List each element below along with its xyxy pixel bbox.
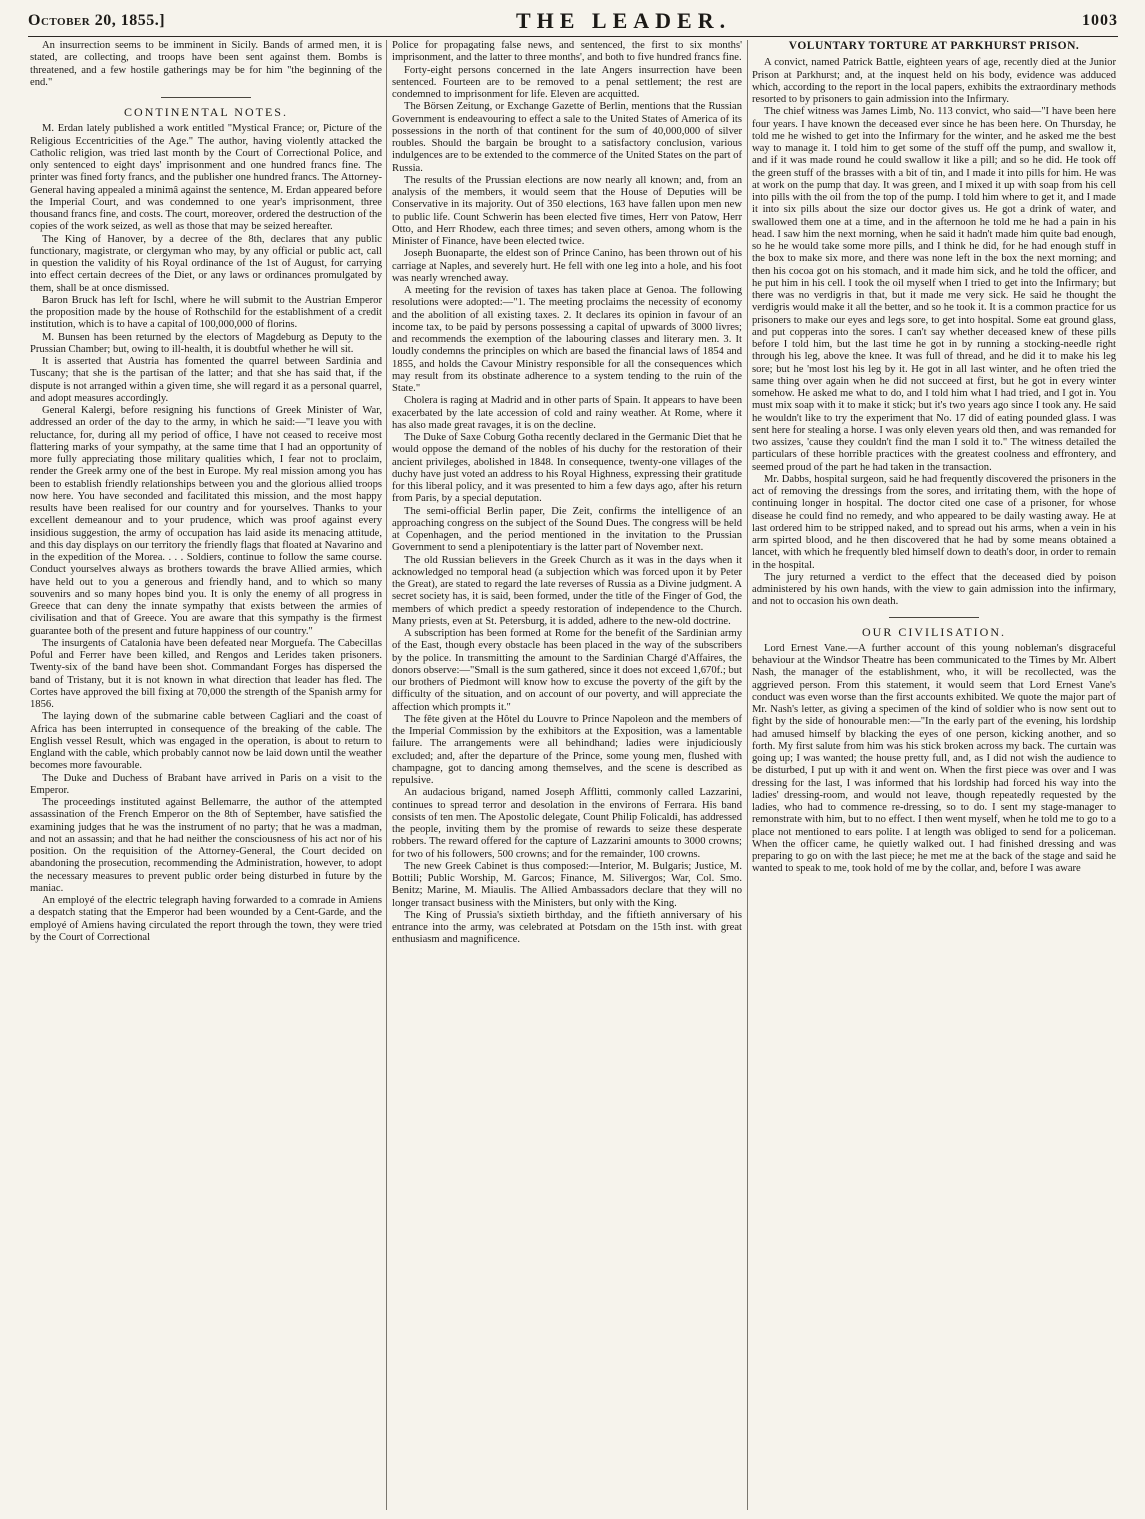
column-3 [752,40,1116,1510]
article-paragraph: Lord Ernest Vane.—A further account of this young nobleman's disgraceful behaviour at the Windsor Theatre has been communicated to the Times by Mr. Albert Nash, the manager of the establishment, who, it will be recollected, was the aggrieved person. From this statement, it would seem that Lord Ernest Vane's conduct was even worse than the first accounts exhibited. We quote the major part of Mr. Nash's letter, as giving a specimen of the kind of soldier who is now sent out to fight by the side of honourable men:—"In the early part of the evening, his lordship had amused himself by blacking the eyes of one person, kicking another, and so forth. My first salute from him was his stick broken across my back. The curtain was going up; I was wanted; the house pretty full, and, as I did not wish the audience to be disturbed, I put up with it and went on. When the first piece was over and I was dressing for the last, I was informed that his lordship had forced his way into the ladies' dressing-room, and would not leave, though repeatedly requested by the ladies, who had to commence re-dressing, so to do. I sent my stage-manager to remonstrate with him, but to no effect. I then went myself, when he told me to go to a place not mentioned to ears polite. I at length was obliged to send for a policeman. When the officer came, he quietly walked out. I had finished dressing and was preparing to go on with the last piece; he met me at the back of the stage and said he wanted to speak to me, took hold of me by the collar, and, before I was aware [752,642,1116,875]
article-paragraph: An audacious brigand, named Joseph Afflitti, commonly called Lazzarini, continues to spread terror and desolation in the environs of Ferrara. His band consists of ten men. The Apostolic delegate, Count Philip Folicaldi, has addressed the people, inviting them by the promise of rewards to seize these desperate robbers. The reward offered for the capture of Lazzarini amounts to 3000 crowns; for two of his followers, 500 crowns; and for the remainder, 100 crowns. [392,787,742,860]
article-paragraph: It is asserted that Austria has fomented the quarrel between Sardinia and Tuscany; that she is the partisan of the latter; and that she has said that, if the dispute is not arranged within a given time, she will regard it as a personal quarrel, and adopt measures accordingly. [30,356,382,404]
article-paragraph: The new Greek Cabinet is thus composed:—Interior, M. Bulgaris; Justice, M. Bottili; Public Worship, M. Garcos; Finance, M. Silivergos; War, Col. Smo. Benitz; Marine, M. Miaulis. The Allied Ambassadors declare that they will no longer transact business with the Ministers, but only with the King. [392,860,742,909]
section-rule [889,617,979,618]
article-paragraph: The jury returned a verdict to the effect that the deceased died by poison administered by his own hands, with the view to gain admission into the infirmary, and not to occasion his own death. [752,571,1116,608]
article-paragraph: The King of Prussia's sixtieth birthday, and the fiftieth anniversary of his entrance into the army, was celebrated at Potsdam on the 15th inst. with great enthusiasm and magnificence. [392,909,742,946]
article-paragraph: Cholera is raging at Madrid and in other parts of Spain. It appears to have been exacerbated by the late accession of cold and rainy weather. At Rome, where it has also made great ravages, it is on the decline. [392,395,742,431]
column-2 [392,40,742,1510]
section-heading-parkhurst: VOLUNTARY TORTURE AT PARKHURST PRISON. [788,40,1080,52]
sicily-paragraph: An insurrection seems to be imminent in Sicily. Bands of armed men, it is stated, are collecting, and troops have been sent against them. Bombs is threatened, and a few hostile gatherings may be for him "the beginning of the end." [30,40,382,88]
article-paragraph: Mr. Dabbs, hospital surgeon, said he had frequently discovered the prisoners in the act of removing the dressings from the sores, and irritating them, with the hope of continuing longer in hospital. The doctor cited one case of a prisoner, for whose disease he could find no remedy, and who appeared to be daily wasting away. He at last ordered him to be stripped naked, and to spread out his arms, when a vein in his arm spirted blood, and he then discovered that he had by some means obtained a lancet, with which he frequently bled himself down to death's door, in order to remain in the hospital. [752,473,1116,571]
article-paragraph: The semi-official Berlin paper, Die Zeit, confirms the intelligence of an approaching congress on the subject of the Sound Dues. The congress will be held at Copenhagen, and the period mentioned in the invitation to the Prussian Government to send a plenipotentiary is the latter part of November next. [392,505,742,554]
article-paragraph: The King of Hanover, by a decree of the 8th, declares that any public functionary, magistrate, or clergyman who may, by any official or public act, call in question the validity of his Royal ordinance of the 1st of August, for carrying into effect certain decrees of the Diet, or any laws or ordinances promulgated by them, shall be at once dismissed. [30,233,382,294]
issue-date: October 20, 1855.] [28,12,166,29]
article-paragraph: M. Erdan lately published a work entitled "Mystical France; or, Picture of the Religious Eccentricities of the Age." The author, having violently attacked the Catholic religion, was tried last month by the Court of Correctional Police, and only sentenced to eight days' imprisonment and one hundred francs fine. The printer was fined forty francs, and the publisher one hundred francs. The Attorney-General having appealed a minimâ against the sentence, M. Erdan appeared before the Imperial Court, and was condemned to one year's imprisonment, three thousand francs fine, and costs. The court, moreover, ordered the destruction of the copies of the work seized, as well as those that may be seized hereafter. [30,123,382,233]
article-paragraph: The chief witness was James Limb, No. 113 convict, who said—"I have been here four years. I have known the deceased ever since he has been here. On Thursday, he told me he wished to get into the Infirmary for the winter, and he asked me the best way to manage it. I told him to get some of the stuff off the pump, and swallow it, and if it was made round he could swallow it like a pill; and so he did. He took off the green stuff of the brasses with a bit of tin, and I made it into pills for him. He was at work on the pump that day. It was green, and I mixed it up with soap from his cell into pills with the oil from the top of the pump. I told him where to get it, and I made it into six pills about the size our doctor gives us. He got a drink of water, and swallowed them one at a time, and in the afternoon he told me he had a pain in his head. I saw him the next morning, when he said it hadn't made him quite bad enough, so he he would take some more pills, and I think he did, for he had enough stuff in the box to make six more, and there was none left in the box the next morning; and then his cocoa got on his stomach, and it made him sick, and he told the officer, and he put him in his cell. I took the oil myself when I tried to get into the Infirmary; but there was no verdigris in that, but it made me very sick. He said he thought the verdigris would make it all the better, and so he took it. It is a common practice for us prisoners to make our eyes and legs sore, to get into hospital. Some eat ground glass, and put copperas into the sores. I can't say whether deceased knew of these pills before I told him, but the last time he got in by running a stocking-needle right through his leg, above the knee. It was full of thread, and he did it to make his leg sore; but he 'most lost his leg by it. He got in all last winter, and he often tried the same thing over again when he did not succeed at first, but he got in every winter somehow. He asked me what to do, and I told him what I had tried, and I got in. You must mix soap with it to make it stick; but it's two years ago since I took any. He said he wouldn't like to try the experiment that No. 17 did of eating pounded glass. I was sent here for stealing a horse. I was only eleven years old then, and was remanded for two assizes, 'cause they couldn't find the man I sold it to." The witness detailed the particulars of these horrible practices with the greatest coolness and effrontery, and seemed proud of the part he had taken in the transaction. [752,106,1116,473]
article-paragraph: The Duke of Saxe Coburg Gotha recently declared in the Germanic Diet that he would oppose the demand of the nobles of his duchy for the restoration of their ancient privileges, abolished in 1848. In consequence, twenty-one villages of the duchy have just voted an address to his Royal Highness, expressing their gratitude for this liberal policy, and it was presented to him a few days ago, after his return from Paris, by a special deputation. [392,432,742,505]
article-paragraph: Joseph Buonaparte, the eldest son of Prince Canino, has been thrown out of his carriage at Naples, and severely hurt. He fell with one leg into a hole, and his foot was nearly wrenched away. [392,248,742,284]
article-paragraph: The proceedings instituted against Bellemarre, the author of the attempted assassination of the French Emperor on the 8th of September, have satisfied the examining judges that he was the instrument of no party; that he was a madman, and not an assassin; and that he had neither the consciousness of his act nor of his position. On the requisition of the Attorney-General, the Court decided on abandoning the prosecution, recommending the Administration, however, to adopt the necessary measures to prevent public order being disturbed in future by the maniac. [30,797,382,894]
article-paragraph: A convict, named Patrick Battle, eighteen years of age, recently died at the Junior Prison at Parkhurst; and, at the inquest held on his body, evidence was adduced which, according to the report in the local papers, exhibits the extraordinary methods resorted to by prisoners to gain admission into the Infirmary. [752,57,1116,105]
page-header [28,8,1118,34]
article-paragraph: The insurgents of Catalonia have been defeated near Morguefa. The Cabecillas Poful and Ferrer have been killed, and Rengos and Lerides taken prisoners. Twenty-six of the band have been shot. Commandant Forges has dispersed the band of Tristany, but it is not known in what direction that leader has fled. The Cortes have approved the bill fixing at 70,000 the strength of the Spanish army for 1856. [30,637,382,710]
masthead-title: THE LEADER. [515,8,732,33]
article-paragraph: Police for propagating false news, and sentenced, the first to six months' imprisonment, and the latter to three months', and both to five hundred francs fine. [392,40,742,64]
article-paragraph: A meeting for the revision of taxes has taken place at Genoa. The following resolutions were adopted:—"1. The meeting proclaims the necessity of economy and the abolition of all existing taxes. 2. It declares its opinion in favour of an income tax, to be paid by persons possessing a capital of upwards of 3000 livres; and recommends the exemption of the labouring classes and literary men. 3. It loudly condemns the principles on which are based the financial laws of 1854 and 1855, and holds the Cavour Ministry responsible for all the consequences which may result from its obstinate adherence to a system tending to the ruin of the State." [392,285,742,394]
header-rule [28,36,1118,37]
article-paragraph: The Börsen Zeitung, or Exchange Gazette of Berlin, mentions that the Russian Government is endeavouring to effect a sale to the United States of America of its possessions in the north of that continent for the sum of 40,000,000 of silver roubles. Should the bargain be brought to a satisfactory conclusion, various indulgences are to be extended to the commerce of the United States on the part of Russia. [392,101,742,174]
article-paragraph: The results of the Prussian elections are now nearly all known; and, from an analysis of the members, it would seem that the House of Deputies will be Conservative in its majority. Out of 350 elections, 163 have fallen upon men new to public life. Count Schwerin has been elected five times, Herr von Patow, Herr Otto, and Herr Rhodew, each three times; and seven others, among whom is the Minister of Finance, have been elected twice. [392,174,742,247]
article-paragraph: The fête given at the Hôtel du Louvre to Prince Napoleon and the members of the Imperial Commission by the exhibitors at the Exposition, was a lamentable failure. The arrangements were all behindhand; ladies were injudiciously excluded; and, after the departure of the Prince, some young men, flushed with champagne, got to dancing among themselves, and the scene is described as repulsive. [392,713,742,786]
section-heading-our-civilisation: OUR CIVILISATION. [862,624,1006,639]
article-paragraph: Baron Bruck has left for Ischl, where he will submit to the Austrian Emperor the proposition made by the house of Rothschild for the establishment of a credit institution, which is to have a capital of 100,000,000 of florins. [30,294,382,331]
article-paragraph: The old Russian believers in the Greek Church as it was in the days when it acknowledged no temporal head (a subjection which was forced upon it by Peter the Great), are stated to regard the late reverses of Russia as a Divine judgment. A secret society has, it is said, been formed, under the title of the Finger of God, the members of which predict a speedy restoration of independence to the Church. Many priests, even at St. Petersburg, it is added, adhere to the new-old doctrine. [392,554,742,627]
article-paragraph: Forty-eight persons concerned in the late Angers insurrection have been sentenced. Fourteen are to be removed to a penal settlement; the rest are condemned to imprisonment for life. Eleven are acquitted. [392,64,742,100]
column-1 [30,40,382,1510]
article-paragraph: General Kalergi, before resigning his functions of Greek Minister of War, addressed an order of the day to the army, in which he said:—"I leave you with reluctance, for, during all my period of office, I have not ceased to receive most flattering marks of your sympathy, at the same time that I had an opportunity of more fully appreciating those military qualities which, I fear not to proclaim, render the Greek army one of the best in Europe. My real mission among you has been to establish friendly relationships between you and the glorious allied troops now here. You have seconded and facilitated this mission, and the most happy results have been realised for our country and for yourselves. Thanks to your excellent demeanour and to your prudence, which was proof against every insidious suggestion, the army of occupation has laid aside its menacing attitude, and this day displays on our territory the friendly flags that floated at Navarino and in the expedition of the Morea. . . . Soldiers, continue to follow the same course. Conduct yourselves always as brothers towards the brave Allied armies, which have held out to you a generous and friendly hand, and to which so many souvenirs and so many hopes bind you. It is only the enemy of all progress in Greece that can deny the innate sympathy that exists between the armies of civilisation and that of Greece. You are aware that this sympathy is the firmest guarantee both of the present and future happiness of our country." [30,405,382,637]
article-paragraph: The laying down of the submarine cable between Cagliari and the coast of Africa has been interrupted in consequence of the breaking of the cable. The English vessel Result, which was engaged in the operation, is about to return to England with the cable, which probably cannot now be laid down until the weather becomes more favourable. [30,711,382,772]
section-heading-continental-notes: CONTINENTAL NOTES. [124,105,288,119]
article-paragraph: The Duke and Duchess of Brabant have arrived in Paris on a visit to the Emperor. [30,772,382,796]
page-number: 1003 [1082,12,1118,29]
article-paragraph: M. Bunsen has been returned by the electors of Magdeburg as Deputy to the Prussian Chamber; but, owing to ill-health, it is doubtful whether he will sit. [30,331,382,355]
article-paragraph: An employé of the electric telegraph having forwarded to a comrade in Amiens a despatch stating that the Emperor had been wounded by a Cent-Garde, and the employé of Amiens having circulated the report through the town, they were tried by the Court of Correctional [30,895,382,943]
column-divider [386,40,387,1510]
section-rule [161,97,251,98]
column-divider [747,40,748,1510]
article-paragraph: A subscription has been formed at Rome for the benefit of the Sardinian army of the East, though every obstacle has been placed in the way of the subscribers by the police. In transmitting the amount to the Sardinian Chargé d'Affaires, the donors observe:—"Small is the sum gathered, since it does not exceed 1,670f.; but our brothers of Piedmont will know how to excuse the poverty of the gift by the difficulty of the situation, and on account of our poverty, and will appreciate the affection which prompts it." [392,628,742,713]
